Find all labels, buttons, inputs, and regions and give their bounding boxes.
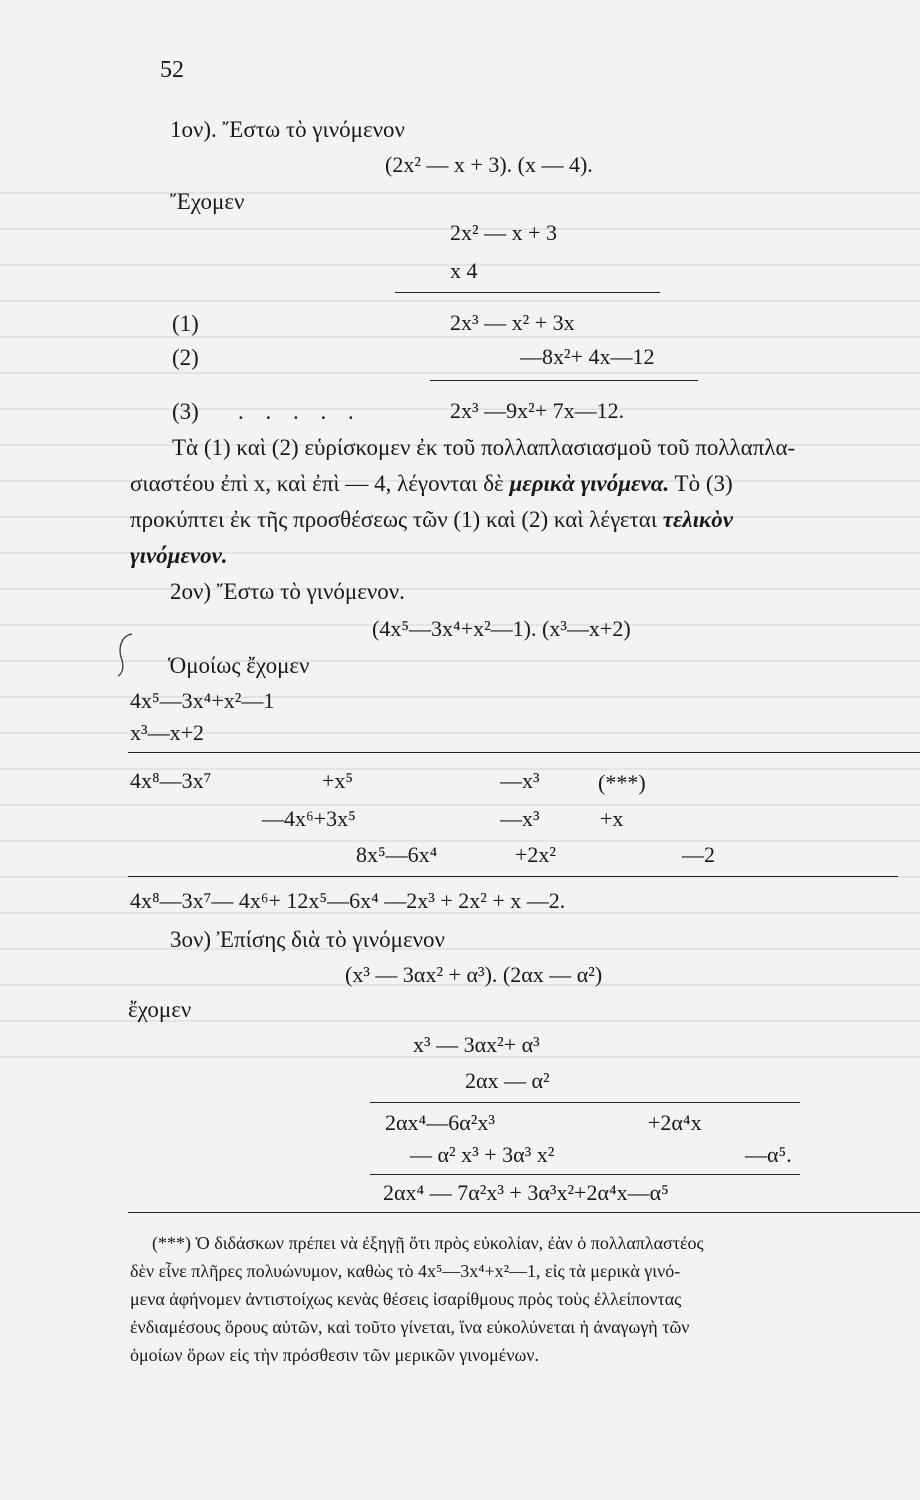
example1-multiplicand: 2x² — x + 3	[450, 220, 558, 245]
example3-we-have: ἔχομεν	[128, 997, 192, 1022]
example1-row3-dots: . . . . .	[238, 399, 362, 424]
example1-rule-1	[395, 292, 660, 293]
example3-product: (x³ — 3αx² + α³). (2αx — α²)	[345, 962, 603, 987]
example1-heading: 1ον). Ἔστω τὸ γινόμενον	[170, 117, 405, 142]
footnote-line5: ὁμοίων ὅρων εἰς τὴν πρόσθεσιν τῶν μερικῶν γινομένων.	[130, 1345, 539, 1365]
example1-row1: 2x³ — x² + 3x	[450, 310, 575, 335]
example2-partial2-a: —4x⁶+3x⁵	[262, 806, 356, 831]
example2-partial3-a: 8x⁵—6x⁴	[356, 842, 438, 867]
example1-row2-label: (2)	[172, 345, 199, 370]
example1-row3-label: (3)	[172, 399, 199, 424]
paragraph-line2-text: σιαστέου ἐπὶ x, καὶ ἐπὶ — 4, λέγονται δὲ	[130, 471, 504, 496]
example3-rule-2	[370, 1174, 800, 1175]
example1-row1-label: (1)	[172, 311, 199, 336]
example2-heading: 2ον) Ἔστω τὸ γινόμενον.	[170, 579, 405, 604]
example3-partial1-a: 2αx⁴—6α²x³	[385, 1110, 495, 1135]
example2-footnote-marker: (***)	[598, 770, 646, 795]
paragraph-term-partial-products: μερικὰ γινόμενα.	[509, 471, 670, 496]
page-number: 52	[160, 57, 184, 83]
example2-partial3-c: —2	[682, 842, 715, 867]
example1-we-have: Ἔχομεν	[170, 189, 245, 214]
example2-partial2-c: +x	[600, 806, 624, 831]
paragraph-line2-end: Τὸ (3)	[674, 471, 733, 496]
example2-rule-1	[128, 752, 920, 753]
example2-partial1-a: 4x⁸—3x⁷	[130, 768, 212, 793]
example3-rule-1	[370, 1102, 800, 1103]
example2-partial1-c: —x³	[500, 768, 540, 793]
example3-partial1-b: +2α⁴x	[648, 1110, 702, 1135]
paragraph-term-final: τελικὸν	[662, 507, 733, 532]
example3-partial2-b: —α⁵.	[745, 1142, 792, 1167]
example1-row3: 2x³ —9x²+ 7x—12.	[450, 398, 625, 423]
example2-product: (4x⁵—3x⁴+x²—1). (x³—x+2)	[372, 616, 631, 641]
example3-result: 2αx⁴ — 7α²x³ + 3α³x²+2α⁴x—α⁵	[383, 1180, 669, 1205]
example2-similarly: Ὁμοίως ἔχομεν	[168, 653, 310, 678]
example3-partial2-a: — α² x³ + 3α³ x²	[410, 1142, 555, 1167]
example2-partial1-b: +x⁵	[322, 768, 354, 793]
handwritten-bracket-mark	[110, 630, 140, 680]
footnote-separator	[128, 1212, 920, 1213]
example3-heading: 3ον) Ἐπίσης διὰ τὸ γινόμενον	[170, 927, 445, 952]
paragraph-line3-text: προκύπτει ἐκ τῆς προσθέσεως τῶν (1) καὶ (2) καὶ λέγεται	[130, 507, 658, 532]
example1-multiplier: x 4	[450, 258, 478, 283]
footnote-line3: μενα ἀφήνομεν ἀντιστοίχως κενὰς θέσεις ἰσαρίθμους πρὸς τοὺς ἐλλείποντας	[130, 1289, 682, 1309]
example1-row2: —8x²+ 4x—12	[520, 344, 655, 369]
paragraph-term-product: γινόμενον.	[130, 543, 228, 568]
example3-multiplier: 2αx — α²	[465, 1068, 550, 1093]
example1-product: (2x² — x + 3). (x — 4).	[385, 152, 593, 177]
example2-partial3-b: +2x²	[515, 842, 557, 867]
example2-result: 4x⁸—3x⁷— 4x⁶+ 12x⁵—6x⁴ —2x³ + 2x² + x —2.	[130, 888, 566, 913]
footnote-line4: ἐνδιαμέσους ὅρους αὐτῶν, καὶ τοῦτο γίνεται, ἵνα εὐκολύνεται ἡ ἀναγωγὴ τῶν	[130, 1317, 690, 1337]
footnote-line2: δὲν εἶνε πλῆρες πολυώνυμον, καθὼς τὸ 4x⁵—3x⁴+x²—1, εἰς τὰ μερικὰ γινό-	[130, 1261, 681, 1281]
example2-partial2-b: —x³	[500, 806, 540, 831]
example3-multiplicand: x³ — 3αx²+ α³	[413, 1032, 540, 1057]
example1-rule-2	[430, 380, 698, 381]
footnote-line1: (***) Ὁ διδάσκων πρέπει νὰ ἐξηγῇ ὅτι πρὸς εὐκολίαν, ἐὰν ὁ πολλαπλαστέος	[152, 1233, 704, 1253]
example2-rule-2	[128, 876, 898, 877]
example2-multiplicand: 4x⁵—3x⁴+x²—1	[130, 688, 275, 713]
example2-multiplier: x³—x+2	[130, 720, 205, 745]
paragraph-line1: Τὰ (1) καὶ (2) εὑρίσκομεν ἐκ τοῦ πολλαπλασιασμοῦ τοῦ πολλαπλα-	[172, 435, 796, 460]
paragraph-line2	[130, 472, 733, 495]
paragraph-line3	[130, 508, 733, 531]
